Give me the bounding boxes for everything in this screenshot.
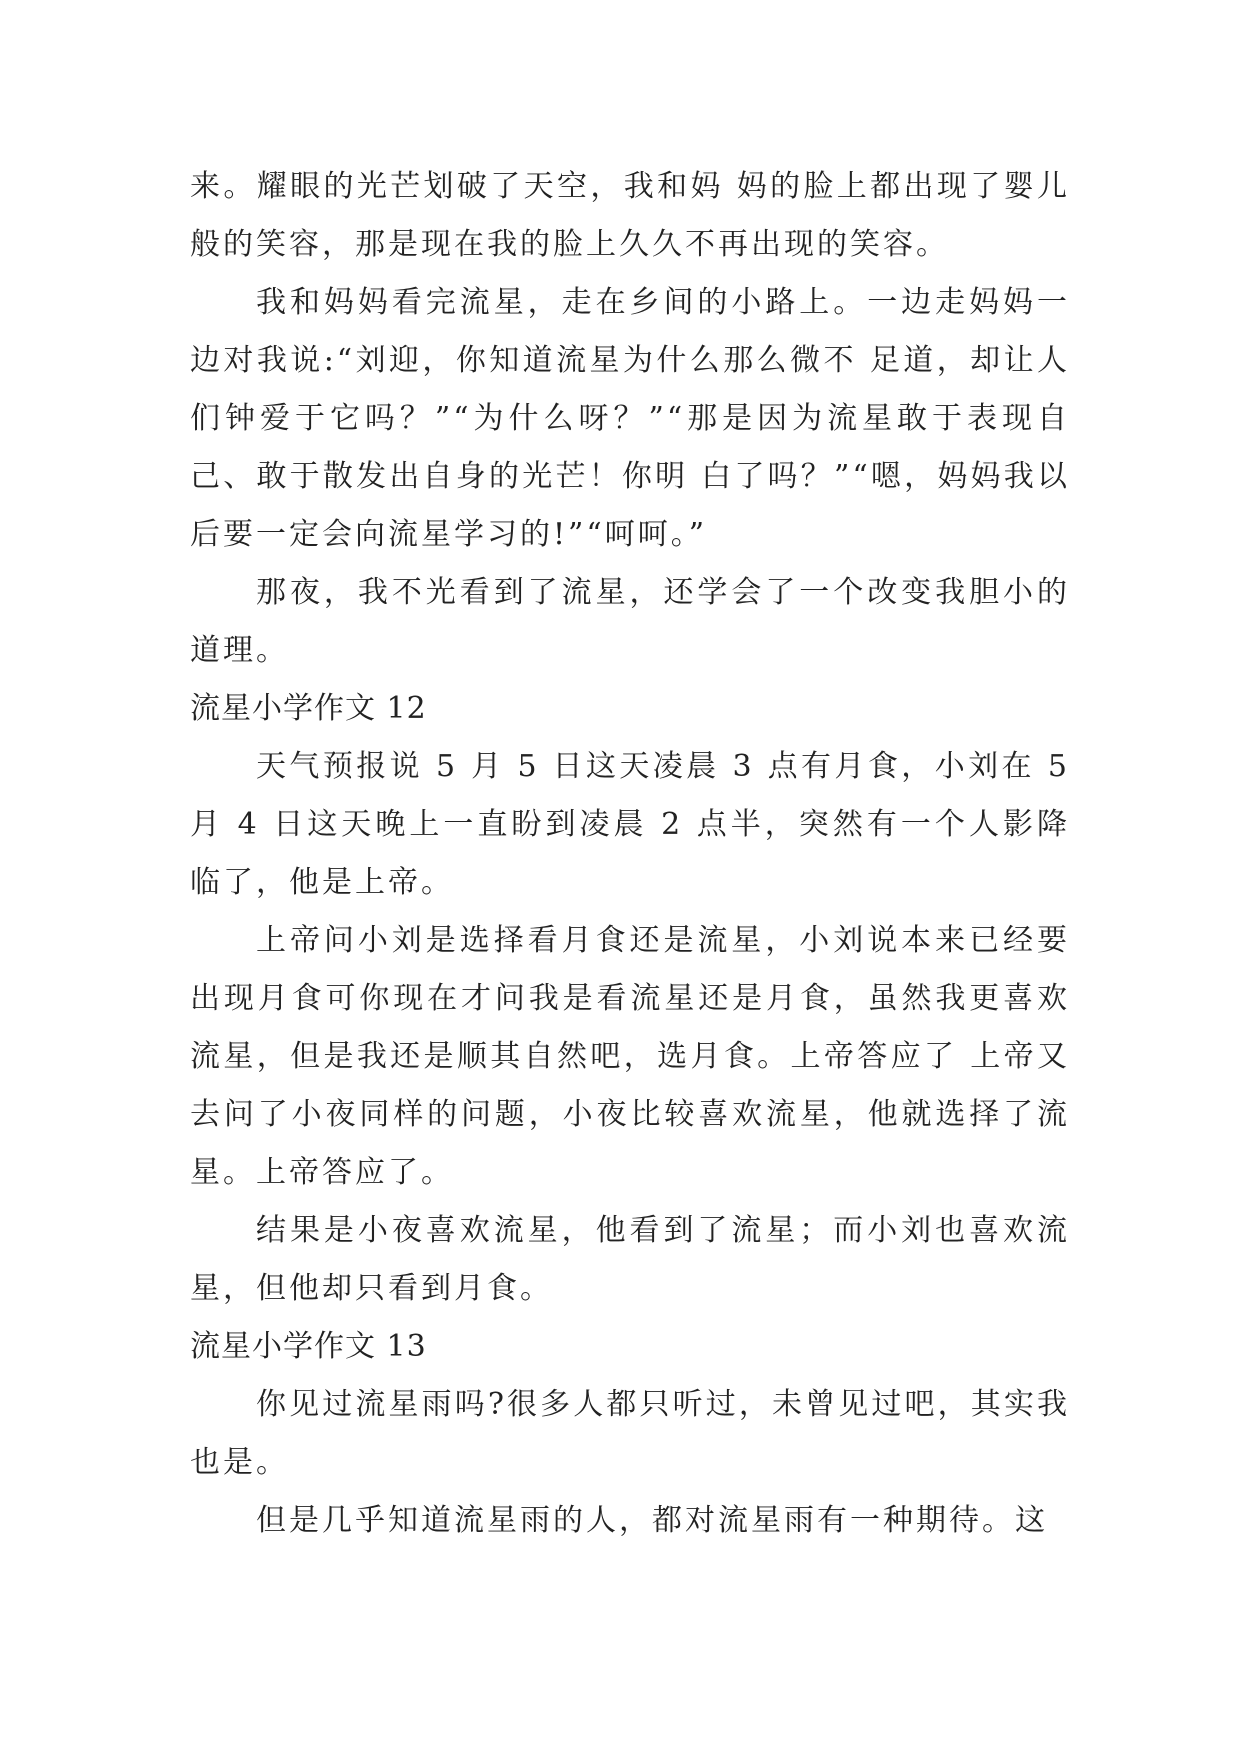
section-heading: 流星小学作文 12: [190, 691, 427, 726]
paragraph: 我和妈妈看完流星，走在乡间的小路上。一边走妈妈一边对我说:“刘迎，你知道流星为什么那么微不 足道，却让人们钟爱于它吗？”“为什么呀？”“那是因为流星敢于表现自己、敢于散发出自身的光芒！你明 白了吗？”“嗯，妈妈我以后要一定会向流星学习的!”“呵呵。”: [190, 285, 1070, 552]
paragraph: 上帝问小刘是选择看月食还是流星，小刘说本来已经要出现月食可你现在才问我是看流星还是月食，虽然我更喜欢流星，但是我还是顺其自然吧，选月食。上帝答应了 上帝又去问了小夜同样的问题，小夜比较喜欢流星，他就选择了流星。上帝答应了。: [190, 923, 1070, 1190]
paragraph: 结果是小夜喜欢流星，他看到了流星；而小刘也喜欢流星，但他却只看到月食。: [190, 1213, 1070, 1306]
paragraph: 来。耀眼的光芒划破了天空，我和妈 妈的脸上都出现了婴儿般的笑容，那是现在我的脸上久久不再出现的笑容。: [190, 169, 1070, 262]
document-page: [190, 158, 1070, 1550]
paragraph: 天气预报说 5 月 5 日这天凌晨 3 点有月食，小刘在 5 月 4 日这天晚上一直盼到凌晨 2 点半，突然有一个人影降临了，他是上帝。: [190, 749, 1070, 900]
paragraph: 你见过流星雨吗?很多人都只听过，未曾见过吧，其实我也是。: [190, 1387, 1070, 1480]
section-heading: 流星小学作文 13: [190, 1329, 427, 1364]
paragraph: 那夜，我不光看到了流星，还学会了一个改变我胆小的道理。: [190, 575, 1070, 668]
paragraph: 但是几乎知道流星雨的人，都对流星雨有一种期待。这: [256, 1503, 1048, 1538]
